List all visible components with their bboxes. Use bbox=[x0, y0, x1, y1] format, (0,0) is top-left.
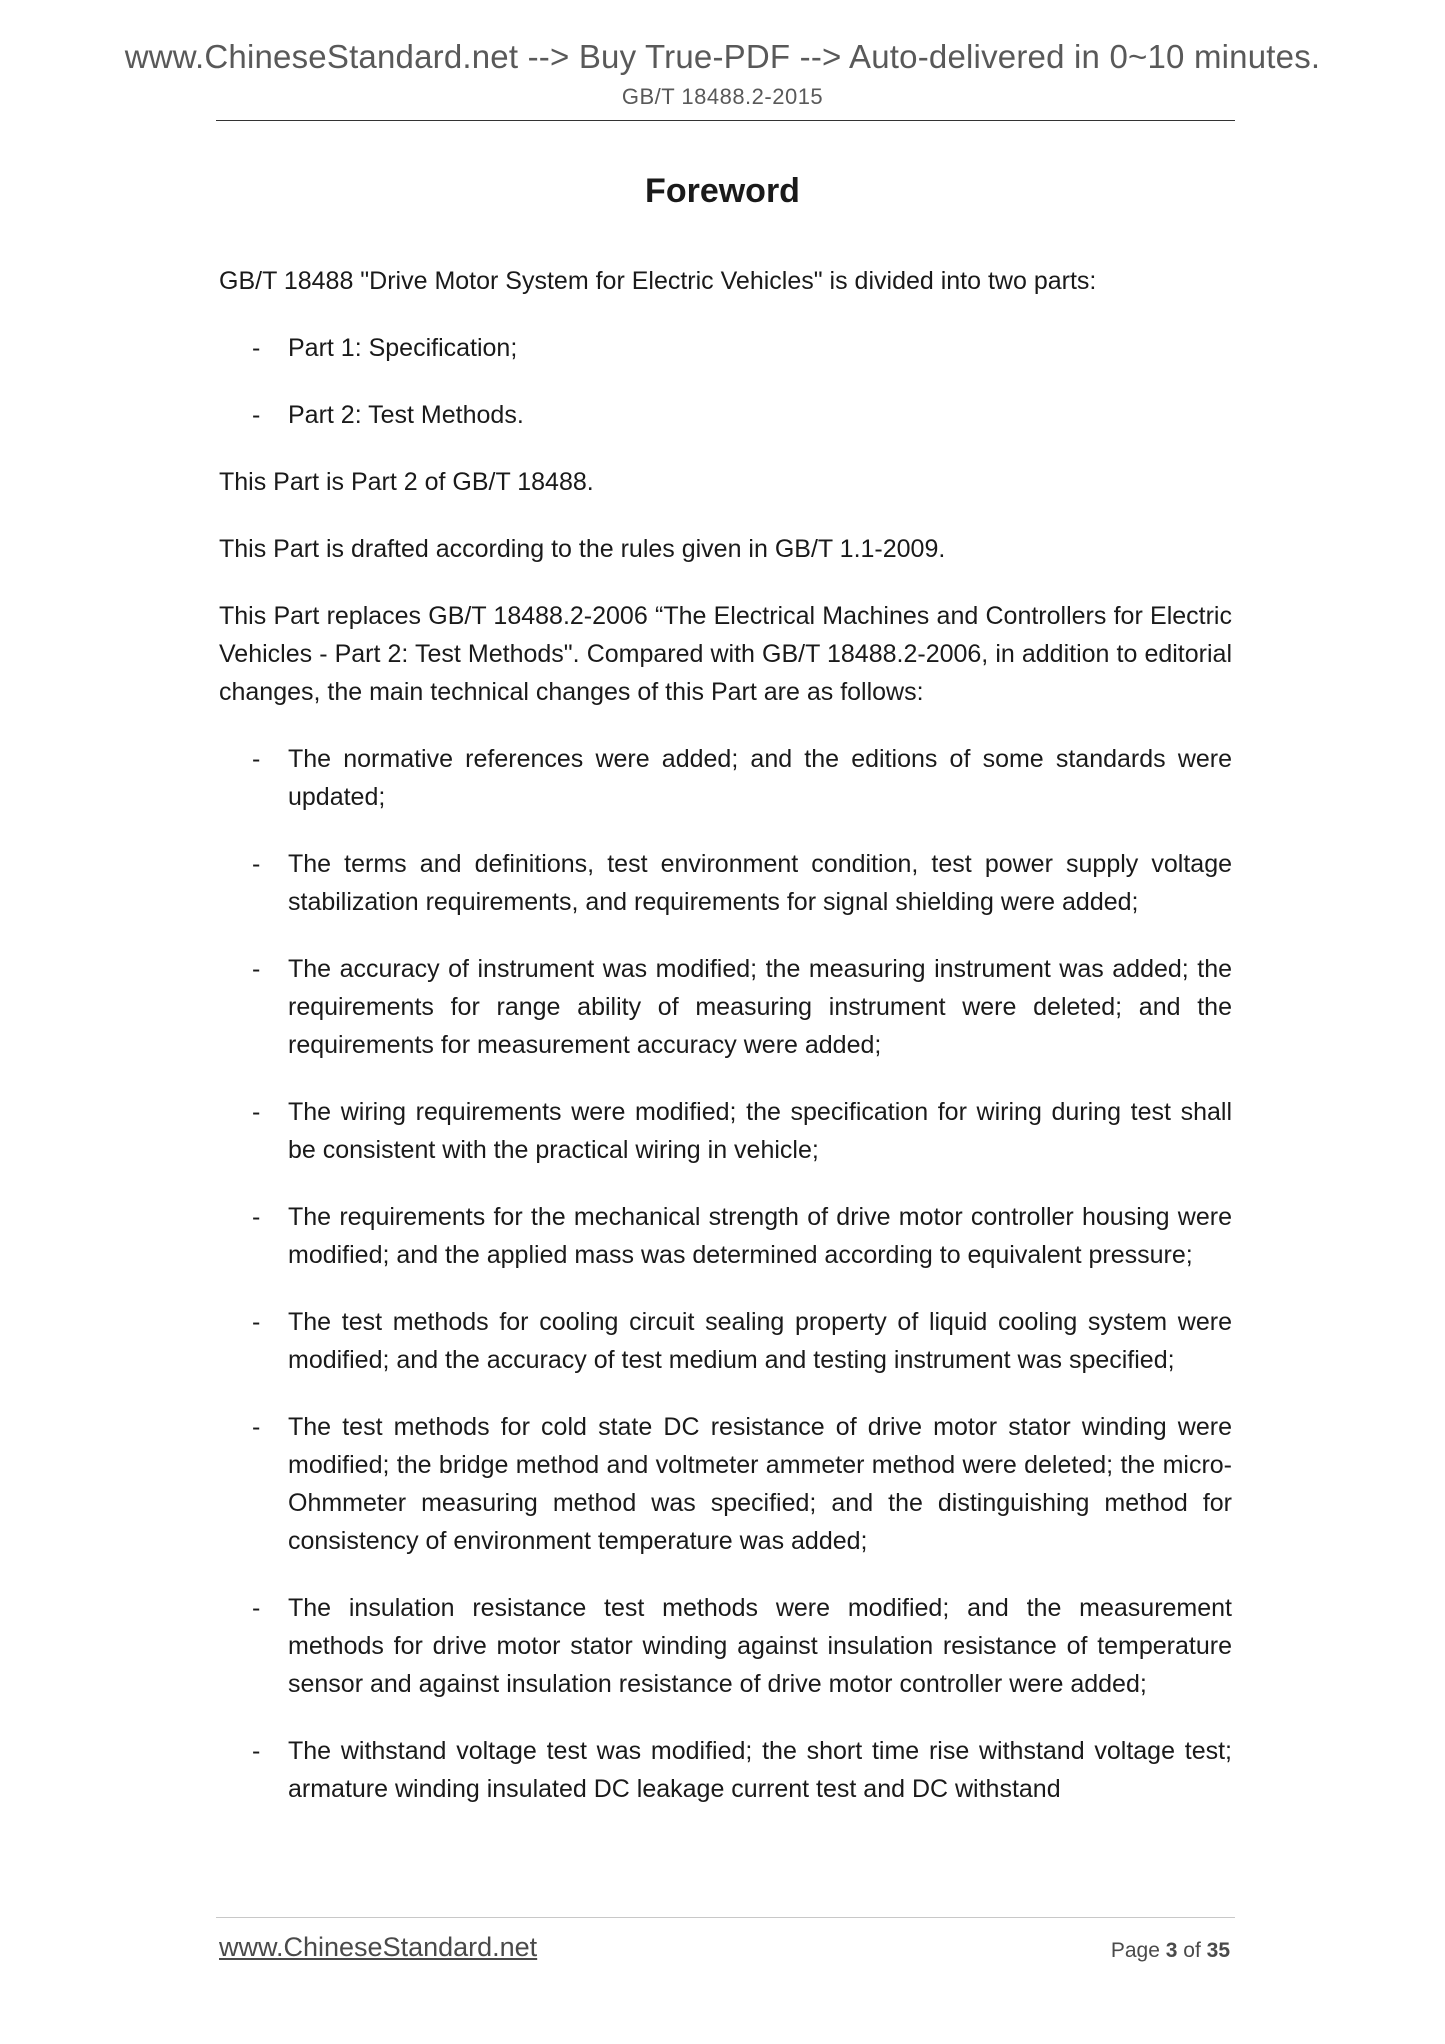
list-item bbox=[219, 740, 1232, 816]
list-item-text: The withstand voltage test was modified; the short time rise withstand voltage test; armature winding insulated DC leakage current test and DC withstand bbox=[288, 1737, 1232, 1803]
list-item-text: The test methods for cooling circuit sealing property of liquid cooling system were modified; and the accuracy of test medium and testing instrument was specified; bbox=[288, 1308, 1232, 1374]
page-number bbox=[1111, 1939, 1230, 1963]
bullet-dash: - bbox=[252, 745, 261, 773]
list-item-text: The accuracy of instrument was modified; the measuring instrument was added; the requirements for range ability of measuring instrument were deleted; and the requirements for measurement accuracy were added; bbox=[288, 955, 1232, 1059]
list-item-text: The insulation resistance test methods were modified; and the measurement methods for drive motor stator winding against insulation resistance of temperature sensor and against insulation resistance of drive motor controller were added; bbox=[288, 1594, 1232, 1698]
list-item bbox=[219, 396, 1232, 434]
page-word: Page bbox=[1110, 1939, 1160, 1962]
list-item bbox=[219, 329, 1232, 367]
bullet-dash: - bbox=[252, 1203, 261, 1231]
bullet-dash: - bbox=[252, 1737, 261, 1765]
bullet-dash: - bbox=[252, 1413, 261, 1441]
document-id-header: GB/T 18488.2-2015 bbox=[621, 84, 824, 109]
bullet-dash: - bbox=[252, 1098, 261, 1126]
bullet-dash: - bbox=[252, 850, 261, 878]
list-item-text: Part 1: Specification; bbox=[288, 334, 518, 362]
list-item-text: The wiring requirements were modified; the specification for wiring during test shall be consistent with the practical wiring in vehicle; bbox=[288, 1098, 1232, 1164]
technical-changes-list bbox=[219, 740, 1232, 1808]
bullet-dash: - bbox=[252, 1308, 261, 1336]
footer-site-link[interactable]: www.ChineseStandard.net bbox=[219, 1932, 538, 1962]
parts-list bbox=[219, 329, 1232, 434]
total-pages: 35 bbox=[1206, 1939, 1230, 1962]
intro-paragraph: GB/T 18488 "Drive Motor System for Electric Vehicles" is divided into two parts: bbox=[219, 267, 1097, 295]
list-item-text: The normative references were added; and the editions of some standards were updated; bbox=[288, 745, 1232, 811]
bullet-dash: - bbox=[252, 401, 261, 429]
replacement-paragraph: This Part replaces GB/T 18488.2-2006 “The Electrical Machines and Controllers for Electric Vehicles - Part 2: Test Methods". Compared with GB/T 18488.2-2006, in addition to editorial changes, the main technical changes of this Part are as follows: bbox=[219, 602, 1232, 706]
bullet-dash: - bbox=[252, 955, 261, 983]
page-title: Foreword bbox=[645, 172, 800, 210]
list-item bbox=[219, 1198, 1232, 1274]
list-item bbox=[219, 845, 1232, 921]
document-body bbox=[219, 262, 1232, 1837]
current-page: 3 bbox=[1165, 1939, 1178, 1962]
list-item bbox=[219, 1093, 1232, 1169]
list-item bbox=[219, 950, 1232, 1064]
bullet-dash: - bbox=[252, 334, 261, 362]
footer-divider bbox=[216, 1917, 1235, 1918]
page-of: of bbox=[1183, 1939, 1201, 1962]
list-item bbox=[219, 1732, 1232, 1808]
part-statement: This Part is Part 2 of GB/T 18488. bbox=[219, 468, 594, 496]
list-item-text: The terms and definitions, test environment condition, test power supply voltage stabilization requirements, and requirements for signal shielding were added; bbox=[288, 850, 1232, 916]
list-item-text: The test methods for cold state DC resistance of drive motor stator winding were modified; the bridge method and voltmeter ammeter method were deleted; the micro-Ohmmeter measuring method was specified; and the distinguishing method for consistency of environment temperature was added; bbox=[288, 1413, 1232, 1555]
list-item bbox=[219, 1408, 1232, 1560]
list-item bbox=[219, 1303, 1232, 1379]
drafting-rules-paragraph: This Part is drafted according to the rules given in GB/T 1.1-2009. bbox=[219, 535, 946, 563]
header-divider bbox=[216, 120, 1235, 121]
bullet-dash: - bbox=[252, 1594, 261, 1622]
list-item-text: The requirements for the mechanical strength of drive motor controller housing were modified; and the applied mass was determined according to equivalent pressure; bbox=[288, 1203, 1232, 1269]
top-banner-link[interactable]: www.ChineseStandard.net --> Buy True-PDF --> Auto-delivered in 0~10 minutes. bbox=[124, 38, 1321, 75]
list-item-text: Part 2: Test Methods. bbox=[288, 401, 524, 429]
list-item bbox=[219, 1589, 1232, 1703]
